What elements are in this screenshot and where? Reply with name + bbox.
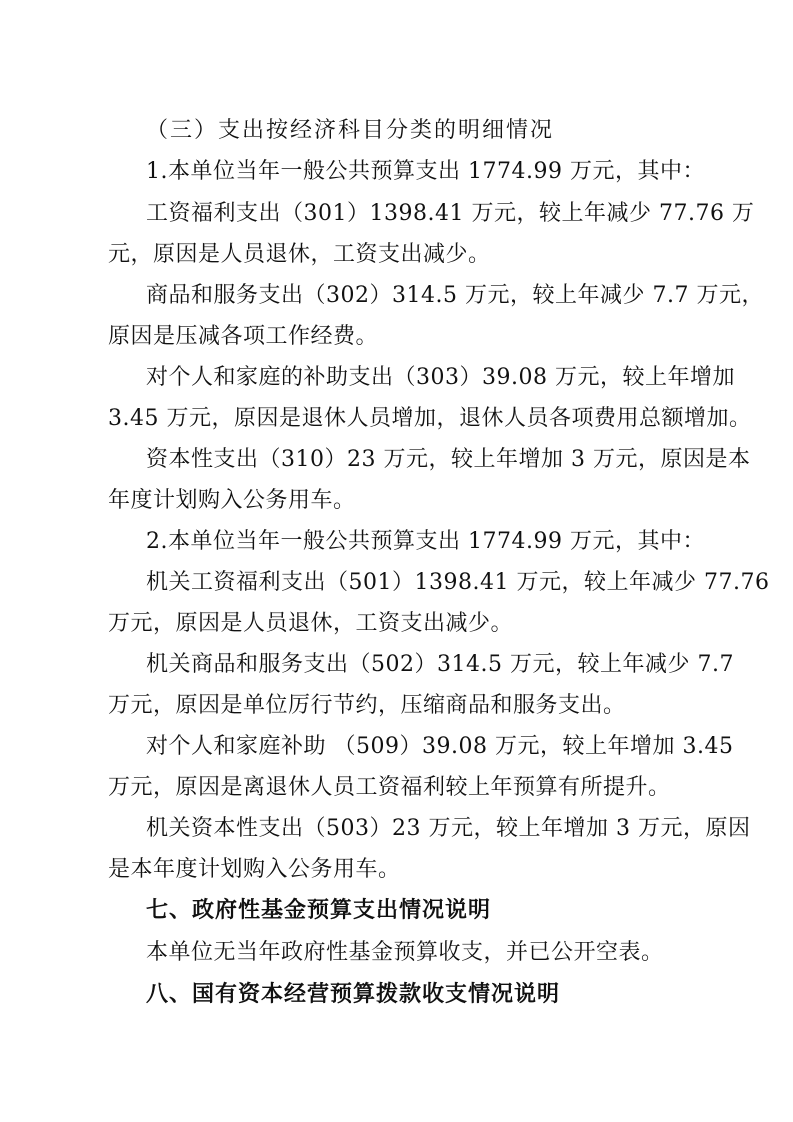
part2-intro: 2.本单位当年一般公共预算支出 1774.99 万元，其中： [146,529,705,554]
part1-item2-line2: 原因是压减各项工作经费。 [108,324,379,349]
part2-item1-line1: 机关工资福利支出（501）1398.41 万元，较上年减少 77.76 [146,570,770,595]
part1-item4-line1: 资本性支出（310）23 万元，较上年增加 3 万元，原因是本 [146,447,751,472]
part1-item1-line2: 元，原因是人员退休，工资支出减少。 [108,242,491,267]
part2-item4-line1: 机关资本性支出（503）23 万元，较上年增加 3 万元，原因 [146,816,751,841]
section7-heading: 七、政府性基金预算支出情况说明 [146,898,492,923]
part1-item3-line2: 3.45 万元，原因是退休人员增加，退休人员各项费用总额增加。 [108,406,752,431]
part2-item1-line2: 万元，原因是人员退休，工资支出减少。 [108,611,514,636]
part2-item2-line2: 万元，原因是单位厉行节约，压缩商品和服务支出。 [108,693,626,718]
part1-item3-line1: 对个人和家庭的补助支出（303）39.08 万元，较上年增加 [146,365,735,390]
part1-item4-line2: 年度计划购入公务用车。 [108,488,356,513]
part1-intro: 1.本单位当年一般公共预算支出 1774.99 万元，其中： [146,159,705,184]
section-heading: （三）支出按经济科目分类的明细情况 [146,118,555,143]
part1-item1-line1: 工资福利支出（301）1398.41 万元，较上年减少 77.76 万 [146,201,755,226]
part2-item3-line2: 万元，原因是离退休人员工资福利较上年预算有所提升。 [108,775,671,800]
section7-body: 本单位无当年政府性基金预算收支，并已公开空表。 [146,940,664,965]
part1-item2-line1: 商品和服务支出（302）314.5 万元，较上年减少 7.7 万元， [146,283,764,308]
part2-item4-line2: 是本年度计划购入公务用车。 [108,857,401,882]
section8-heading: 八、国有资本经营预算拨款收支情况说明 [146,982,561,1007]
part2-item2-line1: 机关商品和服务支出（502）314.5 万元，较上年减少 7.7 [146,652,734,677]
part2-item3-line1: 对个人和家庭补助 （509）39.08 万元，较上年增加 3.45 [146,734,734,759]
